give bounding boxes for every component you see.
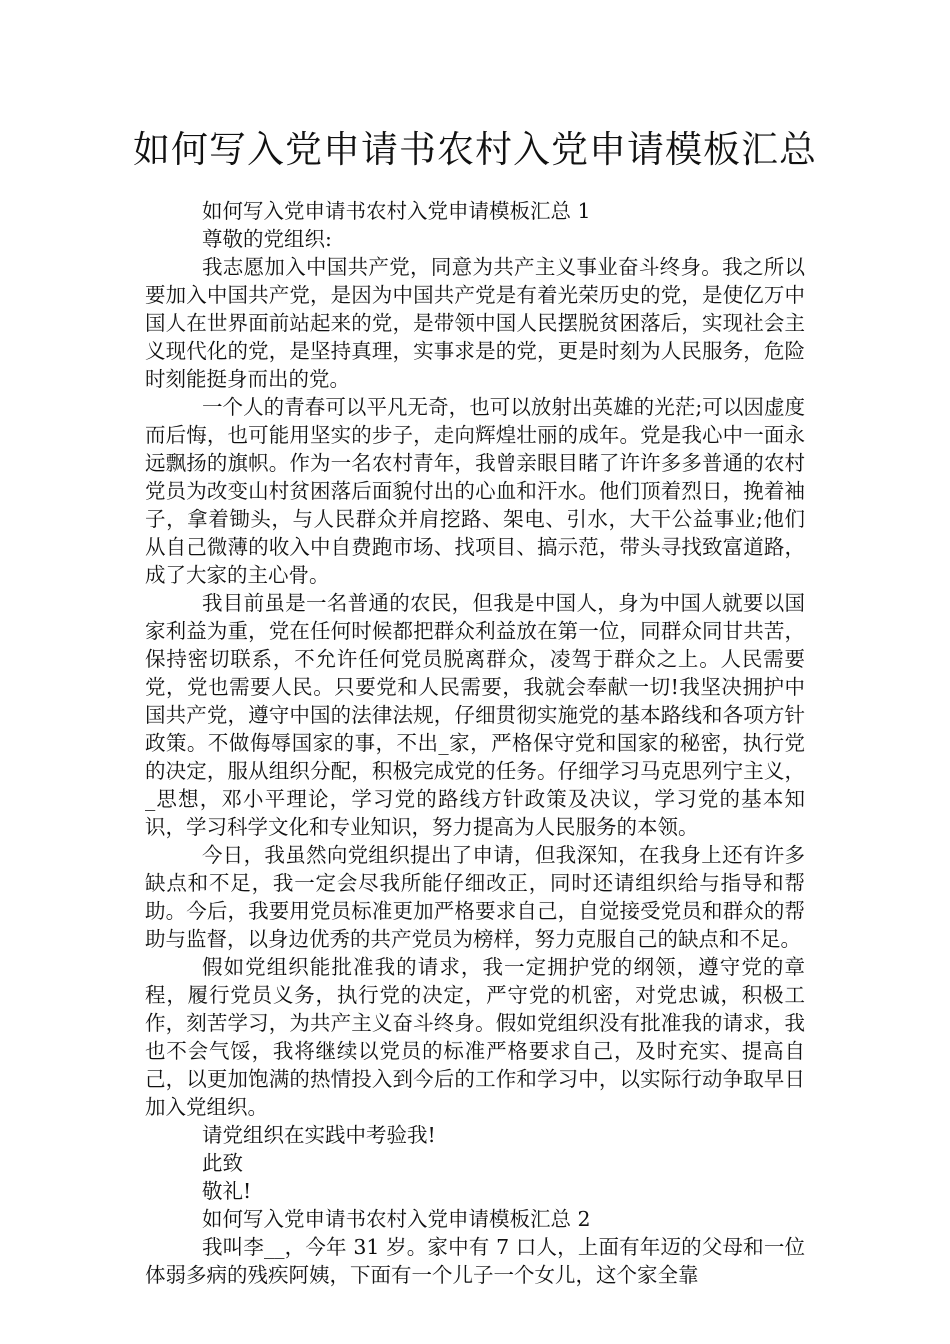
closing-jingli: 敬礼! [202, 1179, 252, 1203]
section-heading-1: 如何写入党申请书农村入党申请模板汇总 1 [202, 199, 591, 223]
paragraph-5: 假如党组织能批准我的请求，我一定拥护党的纲领，遵守党的章程，履行党员义务，执行党的决定，严守党的机密，对党忠诚，积极工作，刻苦学习，为共产主义奋斗终身。假如党组织没有批准我的请求，我也不会气馁，我将继续以党员的标准严格要求自己，及时充实、提高自己，以更加饱满的热情投入到今后的工作和学习中，以实际行动争取早日加入党组织。 [145, 955, 805, 1119]
paragraph-1: 我志愿加入中国共产党，同意为共产主义事业奋斗终身。我之所以要加入中国共产党，是因为中国共产党是有着光荣历史的党，是使亿万中国人在世界面前站起来的党，是带领中国人民摆脱贫困落后，实现社会主义现代化的党，是坚持真理，实事求是的党，更是时刻为人民服务，危险时刻能挺身而出的党。 [145, 255, 805, 391]
salutation: 尊敬的党组织: [202, 227, 332, 251]
document-body [145, 197, 805, 1289]
paragraph-2: 一个人的青春可以平凡无奇，也可以放射出英雄的光茫;可以因虚度而后悔，也可能用坚实的步子，走向辉煌壮丽的成年。党是我心中一面永远飘扬的旗帜。作为一名农村青年，我曾亲眼目睹了许许多多普通的农村党员为改变山村贫困落后面貌付出的心血和汗水。他们顶着烈日，挽着袖子，拿着锄头，与人民群众并肩挖路、架电、引水，大干公益事业;他们从自己微薄的收入中自费跑市场、找项目、搞示范，带头寻找致富道路，成了大家的主心骨。 [145, 395, 805, 587]
closing-request: 请党组织在实践中考验我! [202, 1123, 436, 1147]
page-title: 如何写入党申请书农村入党申请模板汇总 [133, 128, 817, 171]
paragraph-3: 我目前虽是一名普通的农民，但我是中国人，身为中国人就要以国家利益为重，党在任何时候都把群众利益放在第一位，同群众同甘共苦，保持密切联系，不允许任何党员脱离群众，凌驾于群众之上。人民需要党，党也需要人民。只要党和人民需要，我就会奉献一切!我坚决拥护中国共产党，遵守中国的法律法规，仔细贯彻实施党的基本路线和各项方针政策。不做侮辱国家的事，不出_家，严格保守党和国家的秘密，执行党的决定，服从组织分配，积极完成党的任务。仔细学习马克思列宁主义，_思想，邓小平理论，学习党的路线方针政策及决议，学习党的基本知识，学习科学文化和专业知识，努力提高为人民服务的本领。 [145, 591, 805, 839]
section-heading-2: 如何写入党申请书农村入党申请模板汇总 2 [202, 1207, 591, 1231]
paragraph-6: 我叫李__，今年 31 岁。家中有 7 口人，上面有年迈的父母和一位体弱多病的残疾阿姨，下面有一个儿子一个女儿，这个家全靠 [145, 1235, 805, 1287]
closing-cizhi: 此致 [202, 1151, 243, 1175]
paragraph-4: 今日，我虽然向党组织提出了申请，但我深知，在我身上还有许多缺点和不足，我一定会尽我所能仔细改正，同时还请组织给与指导和帮助。今后，我要用党员标准更加严格要求自己，自觉接受党员和群众的帮助与监督，以身边优秀的共产党员为榜样，努力克服自己的缺点和不足。 [145, 843, 805, 951]
